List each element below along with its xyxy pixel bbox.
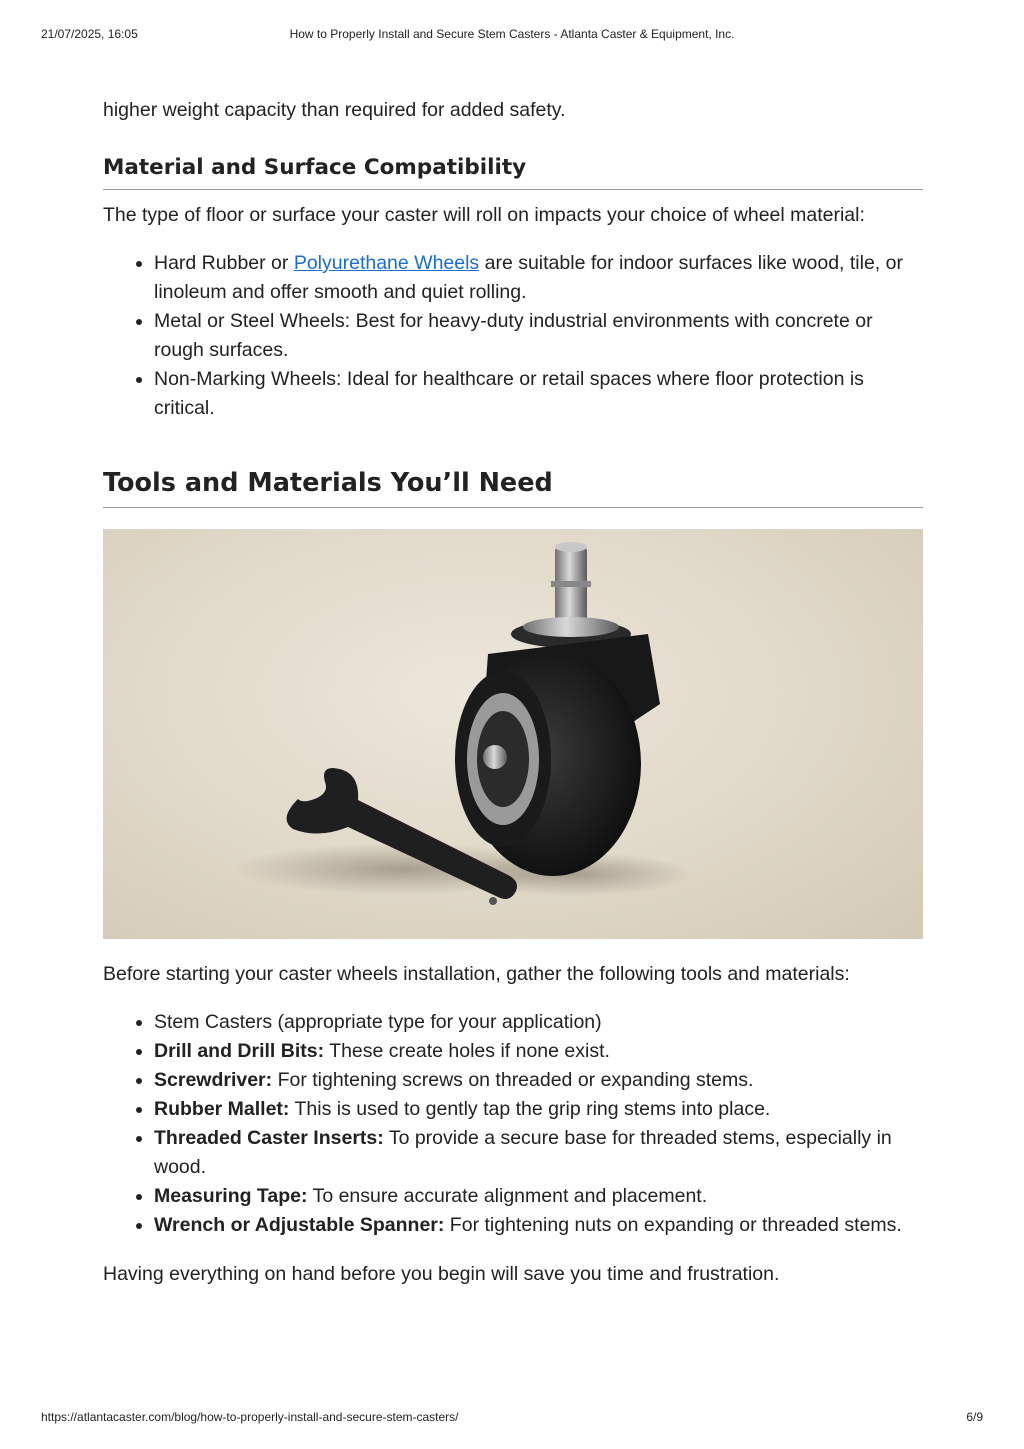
article-content xyxy=(103,96,923,1289)
list-item: • Screwdriver: For tightening screws on threaded or expanding stems. xyxy=(154,1066,923,1095)
list-item: • Measuring Tape: To ensure accurate alignment and placement. xyxy=(154,1182,923,1211)
tools-list xyxy=(103,1008,923,1240)
print-page-title: How to Properly Install and Secure Stem Casters - Atlanta Caster & Equipment, Inc. xyxy=(289,27,735,41)
material-intro: The type of floor or surface your caster will roll on impacts your choice of wheel material: xyxy=(103,204,865,226)
heading-material-compatibility: Material and Surface Compatibility xyxy=(103,153,923,190)
caster-photo-illustration xyxy=(103,529,923,939)
material-list xyxy=(103,249,923,423)
print-url: https://atlantacaster.com/blog/how-to-properly-install-and-secure-stem-casters/ xyxy=(41,1410,459,1424)
print-footer xyxy=(41,1410,983,1426)
list-item: • Wrench or Adjustable Spanner: For tightening nuts on expanding or threaded stems. xyxy=(154,1211,923,1240)
list-item: • Non-Marking Wheels: Ideal for healthcare or retail spaces where floor protection is critical. xyxy=(154,365,923,423)
continued-paragraph: higher weight capacity than required for added safety. xyxy=(103,99,566,121)
list-item: • Threaded Caster Inserts: To provide a secure base for threaded stems, especially in wood. xyxy=(154,1124,923,1182)
print-page-number: 6/9 xyxy=(966,1410,983,1424)
list-item: • Drill and Drill Bits: These create holes if none exist. xyxy=(154,1037,923,1066)
tools-intro: Before starting your caster wheels installation, gather the following tools and materials: xyxy=(103,963,850,985)
list-item: • Rubber Mallet: This is used to gently tap the grip ring stems into place. xyxy=(154,1095,923,1124)
caster-wheel-and-wrench-photo xyxy=(103,529,923,939)
list-item: • Stem Casters (appropriate type for your application) xyxy=(154,1008,923,1037)
closing-paragraph: Having everything on hand before you begin will save you time and frustration. xyxy=(103,1263,780,1285)
heading-tools-materials: Tools and Materials You’ll Need xyxy=(103,465,923,508)
print-datetime: 21/07/2025, 16:05 xyxy=(41,27,138,41)
list-item: • Metal or Steel Wheels: Best for heavy-duty industrial environments with concrete or rough surfaces. xyxy=(154,307,923,365)
print-header xyxy=(41,27,983,43)
list-item: • Hard Rubber or Polyurethane Wheels are suitable for indoor surfaces like wood, tile, or linoleum and offer smooth and quiet rolling. xyxy=(154,249,923,307)
polyurethane-wheels-link[interactable]: Polyurethane Wheels xyxy=(293,252,480,274)
